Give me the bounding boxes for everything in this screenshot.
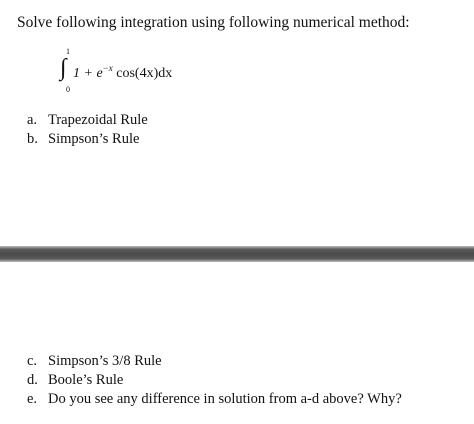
list-item-b xyxy=(27,131,139,148)
list-item-text: Simpson’s 3/8 Rule xyxy=(48,353,162,369)
list-marker: d. xyxy=(27,372,38,388)
list-item-text: Trapezoidal Rule xyxy=(48,112,148,128)
list-marker: b. xyxy=(27,131,38,147)
integral-lower-limit: 0 xyxy=(66,85,70,94)
list-item-c xyxy=(27,353,162,370)
question-bottom-section xyxy=(0,262,474,424)
list-item-e xyxy=(27,391,402,408)
list-item-text: Simpson’s Rule xyxy=(48,131,140,147)
list-item-a xyxy=(27,112,148,129)
integrand-base: 1 + e xyxy=(73,66,103,81)
list-item-d xyxy=(27,372,123,389)
integral-expression xyxy=(60,48,260,96)
list-marker: a. xyxy=(27,112,38,128)
list-marker: c. xyxy=(27,353,38,369)
list-marker: e. xyxy=(27,391,38,407)
integral-upper-limit: 1 xyxy=(66,47,70,56)
integrand-rest: cos(4x)dx xyxy=(112,66,173,81)
page-divider xyxy=(0,246,474,262)
list-item-text: Boole’s Rule xyxy=(48,372,124,388)
integrand xyxy=(73,63,172,82)
integrand-exponent: −x xyxy=(102,63,113,73)
integral-sign-icon: ∫ xyxy=(60,55,67,81)
list-item-text: Do you see any difference in solution from a-d above? Why? xyxy=(48,391,402,407)
question-heading: Solve following integration using following numerical method: xyxy=(17,14,410,31)
